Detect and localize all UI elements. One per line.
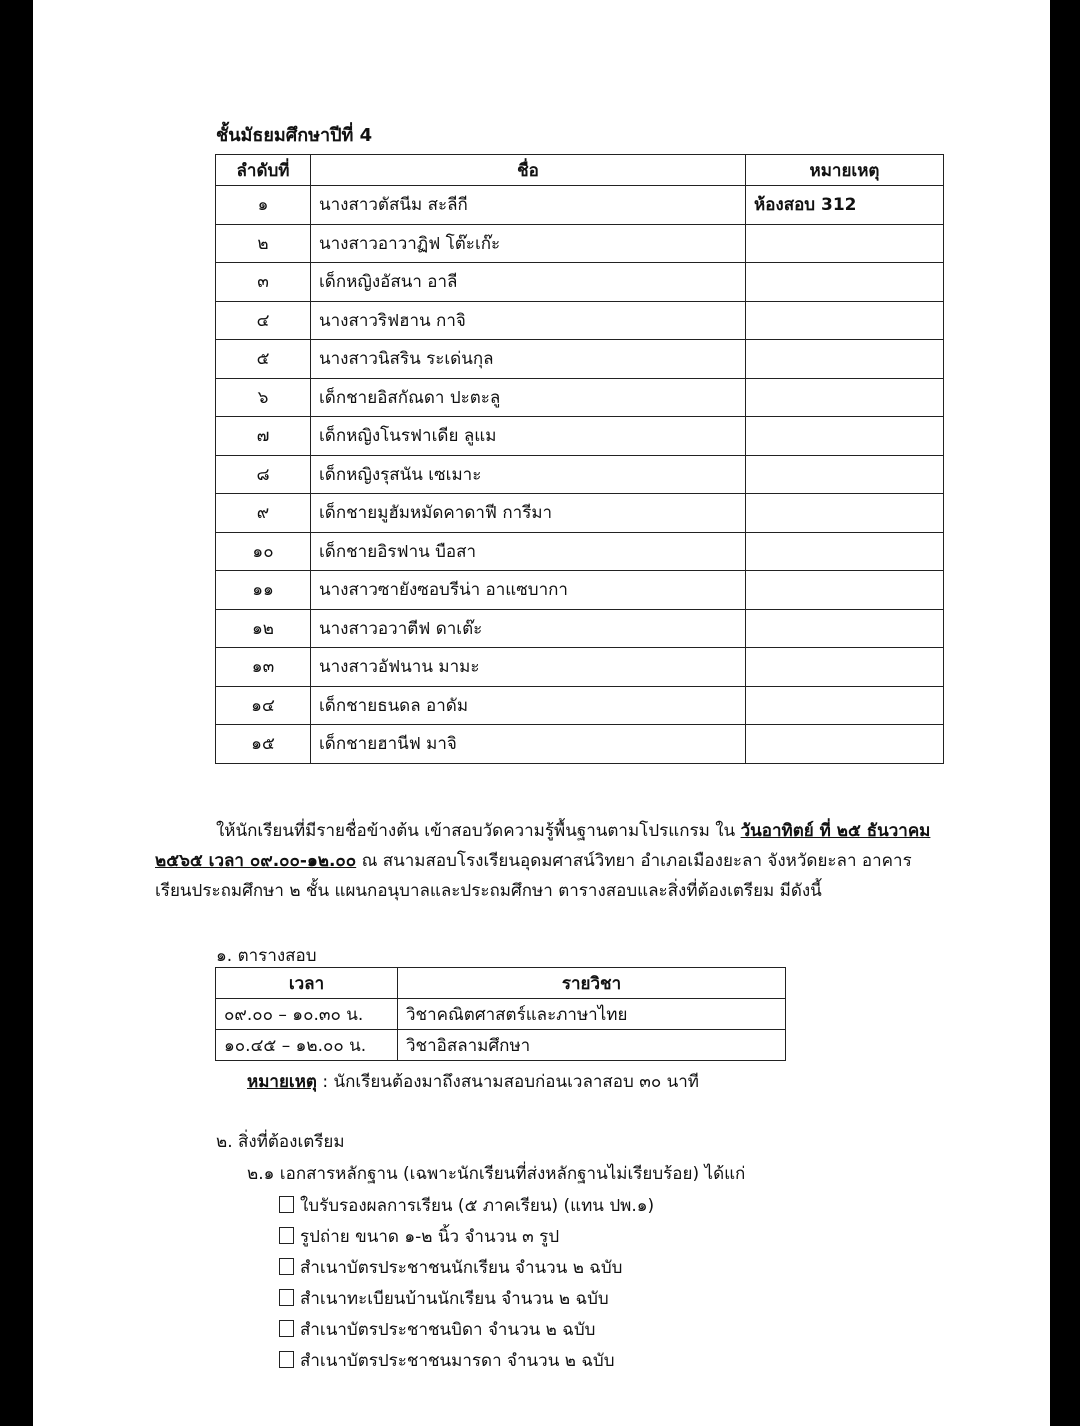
col-header-remark: หมายเหตุ (746, 155, 944, 186)
table-row (216, 340, 944, 379)
note-text: : นักเรียนต้องมาถึงสนามสอบก่อนเวลาสอบ ๓๐ นาที (316, 1072, 699, 1092)
note-label: หมายเหตุ (247, 1072, 317, 1092)
student-name-cell: นางสาวอัฟนาน มามะ (311, 648, 746, 687)
table-row (216, 494, 944, 533)
checkbox-icon[interactable] (279, 1258, 294, 1275)
instruction-line-1: ให้นักเรียนที่มีรายชื่อข้างต้น เข้าสอบวัดความรู้พื้นฐานตามโปรแกรม ใน (216, 821, 736, 841)
note (247, 1068, 699, 1095)
remark-cell (746, 686, 944, 725)
table-row (216, 224, 944, 263)
col-header-name: ชื่อ (311, 155, 746, 186)
instruction-line-3: เรียนประถมศึกษา ๒ ชั้น แผนกอนุบาลและประถมศึกษา ตารางสอบและสิ่งที่ต้องเตรียม มีดังนี้ (155, 881, 822, 901)
student-name-cell: เด็กหญิงรุสนัน เซเมาะ (311, 455, 746, 494)
table-row (216, 1030, 786, 1061)
row-number-cell: ๑ (216, 186, 311, 225)
table-row (216, 648, 944, 687)
time-cell: ๑๐.๔๕ – ๑๒.๐๐ น. (216, 1030, 398, 1061)
student-name-cell: นางสาวอาวาฏิฟ โต๊ะเก๊ะ (311, 224, 746, 263)
remark-cell: ห้องสอบ 312 (746, 186, 944, 225)
document-page (33, 0, 1050, 1426)
subject-cell: วิชาคณิตศาสตร์และภาษาไทย (398, 999, 786, 1030)
table-row (216, 186, 944, 225)
col-header-subject: รายวิชา (398, 968, 786, 999)
student-name-cell: เด็กชายมูฮัมหมัดคาดาฟี การีมา (311, 494, 746, 533)
row-number-cell: ๙ (216, 494, 311, 533)
table-row (216, 571, 944, 610)
table-row (216, 686, 944, 725)
student-name-cell: นางสาวอวาตีฟ ดาเต๊ะ (311, 609, 746, 648)
checklist-item (279, 1316, 595, 1343)
exam-instruction-paragraph (155, 816, 945, 906)
row-number-cell: ๑๕ (216, 725, 311, 764)
table-row (216, 417, 944, 456)
row-number-cell: ๑๑ (216, 571, 311, 610)
table-header-row (216, 155, 944, 186)
checkbox-icon[interactable] (279, 1351, 294, 1368)
table-row (216, 609, 944, 648)
remark-cell (746, 340, 944, 379)
row-number-cell: ๕ (216, 340, 311, 379)
remark-cell (746, 301, 944, 340)
page-title: ชั้นมัธยมศึกษาปีที่ 4 (216, 125, 373, 146)
remark-cell (746, 378, 944, 417)
section-2-title: ๒. สิ่งที่ต้องเตรียม (216, 1132, 345, 1152)
row-number-cell: ๑๓ (216, 648, 311, 687)
exam-date: วันอาทิตย์ ที่ ๒๕ ธันวาคม (740, 821, 931, 841)
student-name-cell: เด็กชายอิรฟาน บือสา (311, 532, 746, 571)
time-cell: ๐๙.๐๐ – ๑๐.๓๐ น. (216, 999, 398, 1030)
row-number-cell: ๘ (216, 455, 311, 494)
subject-cell: วิชาอิสลามศึกษา (398, 1030, 786, 1061)
checklist-label: สำเนาทะเบียนบ้านนักเรียน จำนวน ๒ ฉบับ (300, 1289, 609, 1309)
section-2-1-title: ๒.๑ เอกสารหลักฐาน (เฉพาะนักเรียนที่ส่งหลักฐานไม่เรียบร้อย) ได้แก่ (247, 1164, 746, 1184)
checkbox-icon[interactable] (279, 1227, 294, 1244)
student-name-cell: เด็กชายฮานีฟ มาจิ (311, 725, 746, 764)
checklist-label: รูปถ่าย ขนาด ๑-๒ นิ้ว จำนวน ๓ รูป (300, 1227, 560, 1247)
checkbox-icon[interactable] (279, 1289, 294, 1306)
table-row (216, 378, 944, 417)
col-header-time: เวลา (216, 968, 398, 999)
remark-cell (746, 725, 944, 764)
section-1-title: ๑. ตารางสอบ (216, 946, 317, 966)
remark-cell (746, 494, 944, 533)
remark-cell (746, 609, 944, 648)
student-name-cell: เด็กชายอิสกัณดา ปะตะลู (311, 378, 746, 417)
checklist-item (279, 1347, 615, 1374)
table-header-row (216, 968, 786, 999)
checkbox-icon[interactable] (279, 1196, 294, 1213)
remark-cell (746, 263, 944, 302)
checklist-item (279, 1223, 559, 1250)
remark-cell (746, 417, 944, 456)
checklist-item (279, 1254, 622, 1281)
student-name-cell: เด็กชายธนดล อาดัม (311, 686, 746, 725)
remark-cell (746, 455, 944, 494)
checklist-item (279, 1285, 609, 1312)
exam-year-time: ๒๕๖๕ เวลา ๐๙.๐๐-๑๒.๐๐ (155, 851, 357, 871)
table-row (216, 263, 944, 302)
student-name-cell: เด็กหญิงโนรฟาเดีย ลูแม (311, 417, 746, 456)
remark-cell (746, 532, 944, 571)
checklist-label: ใบรับรองผลการเรียน (๕ ภาคเรียน) (แทน ปพ.๑) (300, 1196, 655, 1216)
instruction-line-2: ณ สนามสอบโรงเรียนอุดมศาสน์วิทยา อำเภอเมืองยะลา จังหวัดยะลา อาคาร (356, 851, 912, 871)
remark-cell (746, 224, 944, 263)
student-name-cell: นางสาวซายังซอบรีน่า อาแซบากา (311, 571, 746, 610)
row-number-cell: ๑๒ (216, 609, 311, 648)
students-table (215, 154, 944, 764)
table-row (216, 532, 944, 571)
row-number-cell: ๗ (216, 417, 311, 456)
table-row (216, 999, 786, 1030)
checklist-item (279, 1192, 654, 1219)
checklist-label: สำเนาบัตรประชาชนนักเรียน จำนวน ๒ ฉบับ (300, 1258, 623, 1278)
remark-cell (746, 648, 944, 687)
student-name-cell: นางสาวตัสนีม สะลีกี (311, 186, 746, 225)
student-name-cell: นางสาวนิสริน ระเด่นกุล (311, 340, 746, 379)
row-number-cell: ๑๔ (216, 686, 311, 725)
remark-cell (746, 571, 944, 610)
table-row (216, 455, 944, 494)
row-number-cell: ๒ (216, 224, 311, 263)
row-number-cell: ๓ (216, 263, 311, 302)
student-name-cell: เด็กหญิงอัสนา อาลี (311, 263, 746, 302)
col-header-no: ลำดับที่ (216, 155, 311, 186)
checklist-label: สำเนาบัตรประชาชนบิดา จำนวน ๒ ฉบับ (300, 1320, 596, 1340)
schedule-table (215, 967, 786, 1061)
student-name-cell: นางสาวริฟฮาน กาจิ (311, 301, 746, 340)
table-row (216, 301, 944, 340)
checklist-label: สำเนาบัตรประชาชนมารดา จำนวน ๒ ฉบับ (300, 1351, 615, 1371)
row-number-cell: ๖ (216, 378, 311, 417)
row-number-cell: ๑๐ (216, 532, 311, 571)
checkbox-icon[interactable] (279, 1320, 294, 1337)
row-number-cell: ๔ (216, 301, 311, 340)
table-row (216, 725, 944, 764)
